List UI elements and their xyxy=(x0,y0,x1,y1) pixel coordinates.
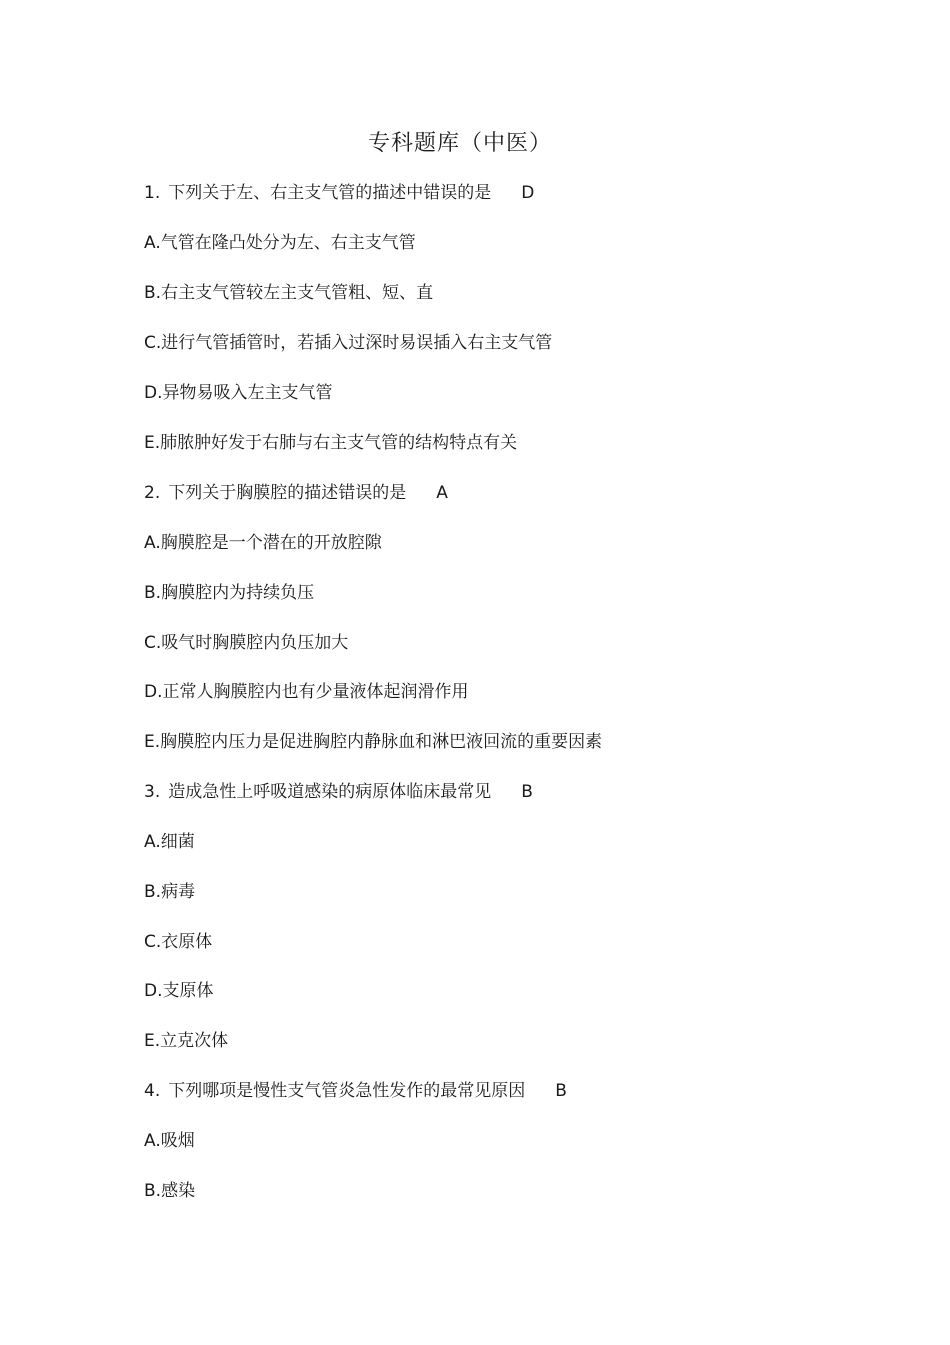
question-1 xyxy=(144,182,534,204)
option-1d: D.异物易吸入左主支气管 xyxy=(144,383,333,403)
option-2a: A.胸膜腔是一个潜在的开放腔隙 xyxy=(144,533,382,553)
option-2b: B.胸膜腔内为持续负压 xyxy=(144,583,315,603)
option-2d: D.正常人胸膜腔内也有少量液体起润滑作用 xyxy=(144,682,469,702)
option-1c: C.进行气管插管时，若插入过深时易误插入右主支气管 xyxy=(144,333,553,353)
option-3c: C.衣原体 xyxy=(144,932,213,952)
question-answer: A xyxy=(436,483,448,503)
question-number: 4. xyxy=(144,1081,161,1101)
option-1e: E.肺脓肿好发于右肺与右主支气管的结构特点有关 xyxy=(144,433,518,453)
option-1b: B.右主支气管较左主支气管粗、短、直 xyxy=(144,283,434,303)
option-1a: A.气管在隆凸处分为左、右主支气管 xyxy=(144,233,416,253)
question-number: 3. xyxy=(144,782,161,802)
option-3d: D.支原体 xyxy=(144,981,214,1001)
option-2c: C.吸气时胸膜腔内负压加大 xyxy=(144,633,349,653)
option-3e: E.立克次体 xyxy=(144,1031,229,1051)
question-4 xyxy=(144,1080,567,1102)
question-stem: 下列哪项是慢性支气管炎急性发作的最常见原因 xyxy=(168,1081,526,1101)
question-stem: 造成急性上呼吸道感染的病原体临床最常见 xyxy=(168,782,492,802)
question-number: 1. xyxy=(144,183,161,203)
question-answer: D xyxy=(521,183,535,203)
question-answer: B xyxy=(521,782,533,802)
question-stem: 下列关于左、右主支气管的描述中错误的是 xyxy=(168,183,492,203)
question-answer: B xyxy=(555,1081,567,1101)
option-2e: E.胸膜腔内压力是促进胸腔内静脉血和淋巴液回流的重要因素 xyxy=(144,732,603,752)
question-3 xyxy=(144,781,533,803)
document-title: 专科题库（中医） xyxy=(367,131,552,156)
option-3a: A.细菌 xyxy=(144,832,195,852)
question-number: 2. xyxy=(144,483,161,503)
option-3b: B.病毒 xyxy=(144,882,196,902)
option-4b: B.感染 xyxy=(144,1181,196,1201)
option-4a: A.吸烟 xyxy=(144,1131,195,1151)
question-2 xyxy=(144,482,448,504)
question-stem: 下列关于胸膜腔的描述错误的是 xyxy=(168,483,407,503)
